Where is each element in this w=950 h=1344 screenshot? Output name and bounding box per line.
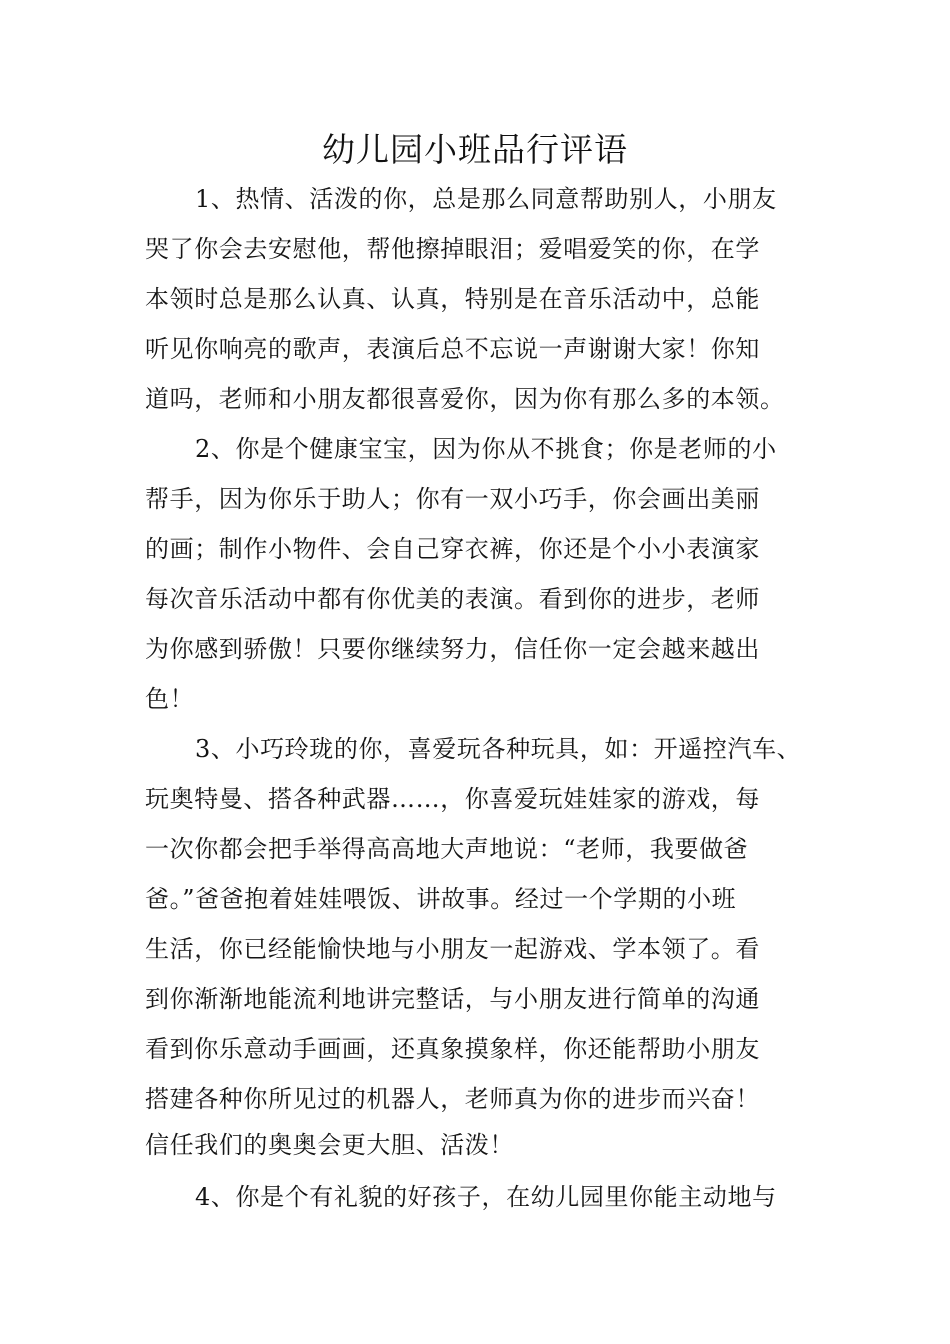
document-title: 幼儿园小班品行评语	[322, 130, 628, 169]
paragraph-line: 到你渐渐地能流利地讲完整话，与小朋友进行简单的沟通	[145, 985, 760, 1013]
paragraph-line: 搭建各种你所见过的机器人，老师真为你的进步而兴奋！	[145, 1085, 760, 1113]
paragraph-line: 的画；制作小物件、会自己穿衣裤，你还是个小小表演家	[145, 535, 760, 563]
paragraph-line: 听见你响亮的歌声，表演后总不忘说一声谢谢大家！你知	[145, 335, 760, 363]
paragraph-line: 生活，你已经能愉快地与小朋友一起游戏、学本领了。看	[145, 935, 760, 963]
paragraph-line: 2、你是个健康宝宝，因为你从不挑食；你是老师的小	[195, 435, 777, 463]
paragraph-line: 看到你乐意动手画画，还真象摸象样，你还能帮助小朋友	[145, 1035, 760, 1063]
paragraph-line: 道吗，老师和小朋友都很喜爱你，因为你有那么多的本领。	[145, 385, 785, 413]
paragraph-line: 哭了你会去安慰他，帮他擦掉眼泪；爱唱爱笑的你，在学	[145, 235, 760, 263]
paragraph-line: 4、你是个有礼貌的好孩子，在幼儿园里你能主动地与	[195, 1183, 777, 1211]
paragraph-line: 本领时总是那么认真、认真，特别是在音乐活动中，总能	[145, 285, 760, 313]
paragraph-line: 每次音乐活动中都有你优美的表演。看到你的进步，老师	[145, 585, 760, 613]
paragraph-line: 信任我们的奥奥会更大胆、活泼！	[145, 1131, 514, 1159]
paragraph-line: 玩奥特曼、搭各种武器……，你喜爱玩娃娃家的游戏，每	[145, 785, 760, 813]
paragraph-line: 爸。”爸爸抱着娃娃喂饭、讲故事。经过一个学期的小班	[145, 885, 737, 913]
paragraph-line: 色！	[145, 685, 195, 713]
paragraph-line: 3、小巧玲珑的你，喜爱玩各种玩具，如：开遥控汽车、	[195, 735, 802, 763]
paragraph-line: 一次你都会把手举得高高地大声地说：“老师，我要做爸	[145, 835, 749, 863]
paragraph-line: 1、热情、活泼的你，总是那么同意帮助别人，小朋友	[195, 185, 777, 213]
paragraph-line: 为你感到骄傲！只要你继续努力，信任你一定会越来越出	[145, 635, 760, 663]
paragraph-line: 帮手，因为你乐于助人；你有一双小巧手，你会画出美丽	[145, 485, 760, 513]
